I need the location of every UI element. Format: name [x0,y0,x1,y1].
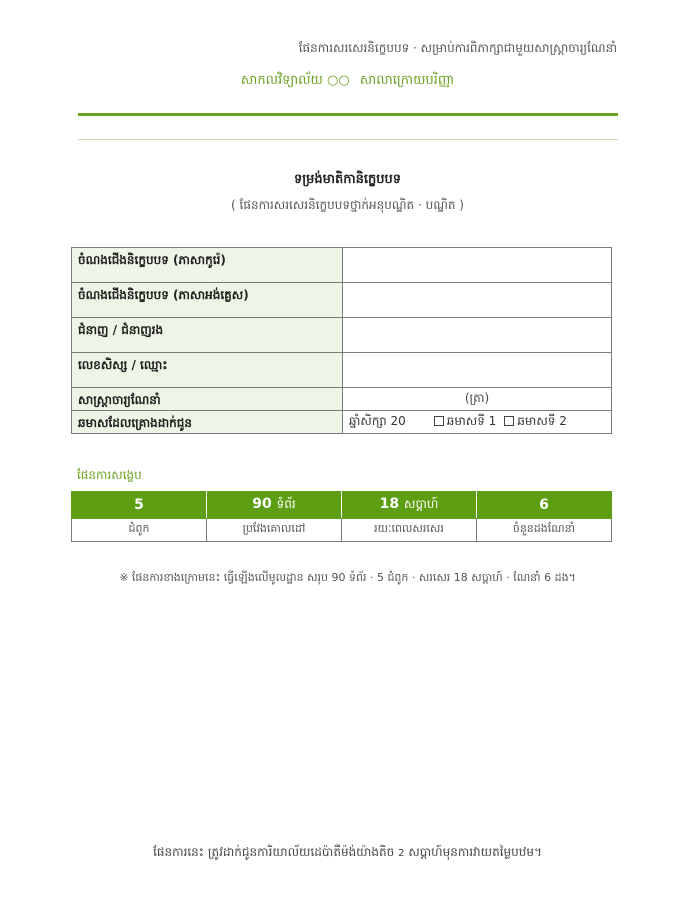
summary-caption: រយៈពេលសរសេរ [342,519,477,542]
academic-year-text[interactable]: ឆ្នាំសិក្សា 20 [349,414,406,428]
summary-caption: ជំពូក [72,519,207,542]
footer-text: ផែនការនេះ ត្រូវដាក់ជូនការិយាល័យដេប៉ាតឺម៉ង់យ៉ាងតិច [153,845,395,859]
summary-unit: ទំព័រ [276,497,296,511]
label-submission-semester: ឆមាសដែលគ្រោងដាក់ជូន [72,411,343,434]
school-name: សាលាក្រោយបរិញ្ញា [359,73,455,88]
summary-title: ផែនការសង្ខេប [77,468,142,482]
header-rule-thin [78,139,618,140]
form-subtitle: ( ផែនការសរសេរនិក្ខេបបទថ្នាក់អនុបណ្ឌិត · បណ្ឌិត ) [231,198,464,212]
table-row [72,353,612,388]
field-student-id-name[interactable] [343,353,612,388]
summary-value: 5 [134,497,144,513]
field-title-korean[interactable] [343,248,612,283]
table-row [72,411,612,434]
summary-unit: សប្តាហ៍ [404,497,439,511]
summary-captions-row [72,519,612,542]
summary-value: 90 [252,496,272,512]
table-row [72,388,612,411]
plan-note: ※ ផែនការខាងក្រោមនេះ ធ្វើឡើងលើមូលដ្ឋាន សរុប 90 ទំព័រ · 5 ជំពូក · សរសេរ 18 សប្តាហ៍ · ណែនាំ 6 ដង។ [119,571,576,584]
summary-values-row [72,492,612,519]
semester-1-label: ឆមាសទី 1 [446,414,497,428]
label-title-korean: ចំណងជើងនិក្ខេបបទ (ភាសាកូរ៉េ) [72,248,343,283]
header-rule-thick [78,113,618,116]
form-title: ទម្រង់មាតិកានិក្ខេបបទ [293,172,402,187]
field-major[interactable] [343,318,612,353]
semester-1-checkbox[interactable] [434,416,444,426]
summary-value: 18 [379,496,400,512]
header-institution [0,72,695,91]
footer-note [0,844,695,862]
field-advisor-seal[interactable]: (ត្រា) [343,388,612,411]
table-row [72,283,612,318]
label-title-english: ចំណងជើងនិក្ខេបបទ (ភាសាអង់គ្លេស) [72,283,343,318]
summary-table [71,491,612,542]
field-submission-semester [343,411,612,434]
footer-weeks-number: 2 [398,848,405,859]
summary-caption: ប្រវែងគោលដៅ [207,519,342,542]
semester-2-label: ឆមាសទី 2 [517,414,567,428]
thesis-info-table [71,247,612,434]
field-title-english[interactable] [343,283,612,318]
table-row [72,318,612,353]
header-document-title: ផែនការសរសេរនិក្ខេបបទ · សម្រាប់ការពិភាក្សាជាមួយសាស្ត្រាចារ្យណែនាំ [298,41,617,55]
summary-pages [207,492,342,519]
summary-value: 6 [539,497,549,513]
summary-chapters [72,492,207,519]
summary-meetings [477,492,612,519]
label-student-id-name: លេខសិស្ស / ឈ្មោះ [72,353,343,388]
summary-weeks [342,492,477,519]
table-row [72,248,612,283]
label-major: ជំនាញ / ជំនាញរង [72,318,343,353]
summary-caption: ចំនួនដងណែនាំ [477,519,612,542]
semester-2-checkbox[interactable] [504,416,514,426]
label-advisor: សាស្ត្រាចារ្យណែនាំ [72,388,343,411]
university-name: សាកលវិទ្យាល័យ ○○ [240,73,350,88]
footer-text-end: សប្តាហ៍មុនការវាយតម្លៃបឋម។ [408,845,542,859]
